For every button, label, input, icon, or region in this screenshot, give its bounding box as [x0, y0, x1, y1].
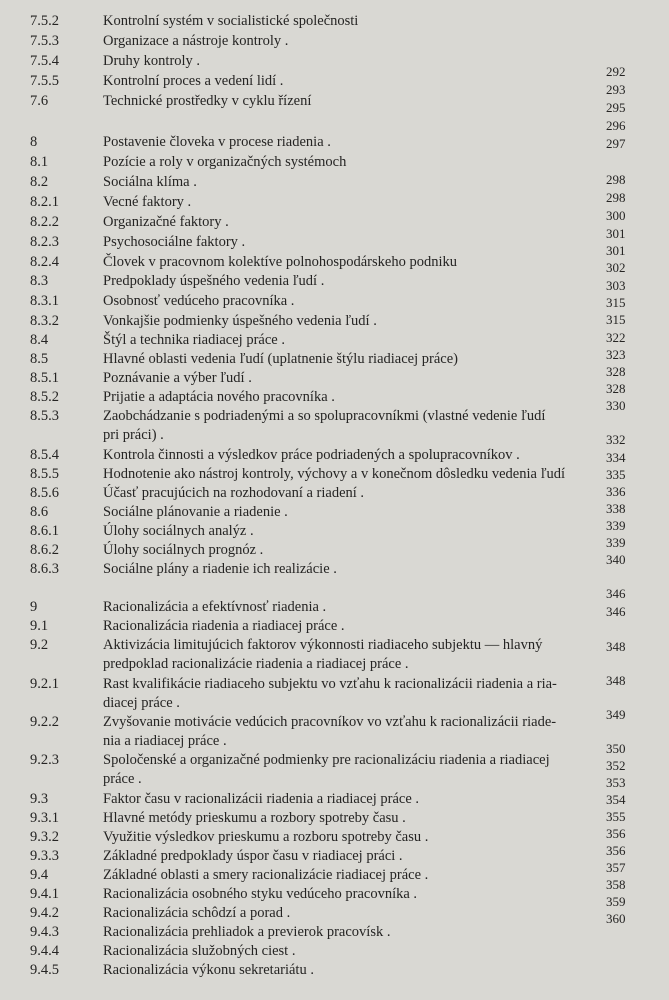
section-number: 9.2 [30, 637, 49, 653]
page-number: 359 [606, 894, 626, 909]
page-number: 323 [606, 347, 626, 362]
entry-title: Základné oblasti a smery racionalizácie riadiacej práce . [103, 867, 429, 883]
page-number: 334 [606, 450, 626, 465]
entry-title: Racionalizácia schôdzí a porad . [103, 905, 291, 921]
page-number: 296 [606, 118, 626, 133]
page-number: 303 [606, 278, 626, 293]
section-number: 8.2 [30, 174, 49, 190]
entry-title: Kontrolní systém v socialistické společnosti [103, 13, 359, 29]
section-number: 8.2.1 [30, 194, 59, 210]
entry-title: Racionalizácia prehliadok a previerok pracovísk . [103, 924, 391, 940]
page-number: 292 [606, 64, 626, 79]
section-number: 8.6 [30, 504, 49, 520]
entry-title: Účasť pracujúcich na rozhodovaní a riadení . [103, 485, 365, 501]
section-number: 8.3.2 [30, 313, 59, 329]
entry-title: nia a riadiacej práce . [103, 733, 227, 749]
entry-title: Predpoklady úspešného vedenia ľudí . [103, 273, 325, 289]
page-number: 335 [606, 467, 626, 482]
page-number: 328 [606, 364, 626, 379]
section-number: 9.4.2 [30, 905, 59, 921]
page-number: 330 [606, 398, 626, 413]
entry-title: Hlavné oblasti vedenia ľudí (uplatnenie štýlu riadiacej práce) [103, 351, 458, 367]
entry-title: Úlohy sociálnych analýz . [103, 523, 254, 539]
page-number: 349 [606, 707, 626, 722]
page-number: 301 [606, 226, 626, 241]
page-number: 358 [606, 877, 626, 892]
page-number: 293 [606, 82, 626, 97]
page-number: 346 [606, 586, 626, 601]
entry-title: Sociálne plány a riadenie ich realizácie . [103, 561, 337, 577]
entry-title: diacej práce . [103, 695, 180, 711]
entry-title: Racionalizácia výkonu sekretariátu . [103, 962, 314, 978]
entry-title: Sociálne plánovanie a riadenie . [103, 504, 288, 520]
section-number: 9.4.5 [30, 962, 59, 978]
entry-title: Prijatie a adaptácia nového pracovníka . [103, 389, 335, 405]
entry-title: Vecné faktory . [103, 194, 192, 210]
section-number: 7.5.2 [30, 13, 59, 29]
section-number: 8.6.3 [30, 561, 59, 577]
entry-title: Faktor času v racionalizácii riadenia a riadiacej práce . [103, 791, 420, 807]
section-number: 9.3.1 [30, 810, 59, 826]
entry-title: Človek v pracovnom kolektíve polnohospodárskeho podniku [103, 254, 457, 270]
page-number: 355 [606, 809, 626, 824]
section-number: 8.5.3 [30, 408, 59, 424]
section-number: 7.5.5 [30, 73, 59, 89]
entry-title: Racionalizácia služobných ciest . [103, 943, 296, 959]
entry-title: Sociálna klíma . [103, 174, 197, 190]
section-number: 8.6.1 [30, 523, 59, 539]
page-number: 360 [606, 911, 626, 926]
entry-title: Osobnosť vedúceho pracovníka . [103, 293, 295, 309]
page-number: 354 [606, 792, 626, 807]
page-number: 338 [606, 501, 626, 516]
section-number: 9.3.2 [30, 829, 59, 845]
entry-title: Psychosociálne faktory . [103, 234, 246, 250]
page-number: 298 [606, 190, 626, 205]
entry-title: Poznávanie a výber ľudí . [103, 370, 252, 386]
section-number: 8.4 [30, 332, 49, 348]
entry-title: Hodnotenie ako nástroj kontroly, výchovy a v konečnom dôsledku vedenia ľudí [103, 466, 566, 482]
page-number: 353 [606, 775, 626, 790]
entry-title: Zvyšovanie motivácie vedúcich pracovníkov vo vzťahu k racionalizácii riade- [103, 714, 557, 730]
entry-title: Racionalizácia riadenia a riadiacej práce . [103, 618, 345, 634]
page-number: 322 [606, 330, 626, 345]
section-number: 9.2.2 [30, 714, 59, 730]
section-number: 8.5.2 [30, 389, 59, 405]
entry-title: Spoločenské a organizačné podmienky pre racionalizáciu riadenia a riadiacej [103, 752, 550, 768]
section-number: 9.2.1 [30, 676, 59, 692]
entry-title: predpoklad racionalizácie riadenia a riadiacej práce . [103, 656, 409, 672]
entry-title: Kontrola činnosti a výsledkov práce podriadených a spolupracovníkov . [103, 447, 520, 463]
section-number: 9 [30, 599, 38, 615]
page-number: 352 [606, 758, 626, 773]
entry-title: práce . [103, 771, 142, 787]
section-number: 8.3 [30, 273, 49, 289]
page-number: 332 [606, 432, 626, 447]
page-number: 356 [606, 826, 626, 841]
page-number: 339 [606, 518, 626, 533]
section-number: 9.3.3 [30, 848, 59, 864]
section-number: 7.5.3 [30, 33, 59, 49]
page-number: 348 [606, 639, 626, 654]
entry-title: Organizace a nástroje kontroly . [103, 33, 289, 49]
section-number: 7.6 [30, 93, 49, 109]
section-number: 8.2.4 [30, 254, 59, 270]
page-number: 346 [606, 604, 626, 619]
page-number: 297 [606, 136, 626, 151]
section-number: 9.4.3 [30, 924, 59, 940]
page-number: 350 [606, 741, 626, 756]
page-number: 339 [606, 535, 626, 550]
page-number: 315 [606, 312, 626, 327]
entry-title: Kontrolní proces a vedení lidí . [103, 73, 284, 89]
entry-title: pri práci) . [103, 427, 164, 443]
section-number: 9.1 [30, 618, 49, 634]
section-number: 8.5 [30, 351, 49, 367]
page-number: 315 [606, 295, 626, 310]
entry-title: Racionalizácia a efektívnosť riadenia . [103, 599, 327, 615]
entry-title: Rast kvalifikácie riadiaceho subjektu vo vzťahu k racionalizácii riadenia a ria- [103, 676, 557, 692]
entry-title: Pozície a roly v organizačných systémoch [103, 154, 347, 170]
entry-title: Základné predpoklady úspor času v riadiacej práci . [103, 848, 403, 864]
section-number: 9.4 [30, 867, 49, 883]
entry-title: Hlavné metódy prieskumu a rozbory spotreby času . [103, 810, 406, 826]
section-number: 8.5.1 [30, 370, 59, 386]
page-number: 301 [606, 243, 626, 258]
page-number: 357 [606, 860, 626, 875]
entry-title: Štýl a technika riadiacej práce . [103, 332, 285, 348]
entry-title: Racionalizácia osobného styku vedúceho pracovníka . [103, 886, 418, 902]
page-number: 356 [606, 843, 626, 858]
page-number: 300 [606, 208, 626, 223]
entry-title: Aktivizácia limitujúcich faktorov výkonnosti riadiaceho subjektu — hlavný [103, 637, 543, 653]
page-number: 336 [606, 484, 626, 499]
page-number: 328 [606, 381, 626, 396]
section-number: 8.5.6 [30, 485, 59, 501]
entry-title: Zaobchádzanie s podriadenými a so spolupracovníkmi (vlastné vedenie ľudí [103, 408, 546, 424]
entry-title: Využitie výsledkov prieskumu a rozboru spotreby času . [103, 829, 429, 845]
section-number: 8.1 [30, 154, 49, 170]
section-number: 8.5.4 [30, 447, 59, 463]
entry-title: Druhy kontroly . [103, 53, 201, 69]
section-number: 9.4.1 [30, 886, 59, 902]
entry-title: Postavenie človeka v procese riadenia . [103, 134, 331, 150]
entry-title: Vonkajšie podmienky úspešného vedenia ľudí . [103, 313, 377, 329]
entry-title: Technické prostředky v cyklu řízení [103, 93, 312, 109]
section-number: 8.2.3 [30, 234, 59, 250]
entry-title: Úlohy sociálnych prognóz . [103, 542, 264, 558]
entry-title: Organizačné faktory . [103, 214, 229, 230]
page-number: 340 [606, 552, 626, 567]
section-number: 8.2.2 [30, 214, 59, 230]
section-number: 9.3 [30, 791, 49, 807]
section-number: 8.5.5 [30, 466, 59, 482]
section-number: 7.5.4 [30, 53, 59, 69]
page-number: 295 [606, 100, 626, 115]
section-number: 8.6.2 [30, 542, 59, 558]
page-number: 348 [606, 673, 626, 688]
section-number: 8 [30, 134, 38, 150]
page-number: 302 [606, 260, 626, 275]
section-number: 9.2.3 [30, 752, 59, 768]
section-number: 8.3.1 [30, 293, 59, 309]
page-number: 298 [606, 172, 626, 187]
section-number: 9.4.4 [30, 943, 59, 959]
